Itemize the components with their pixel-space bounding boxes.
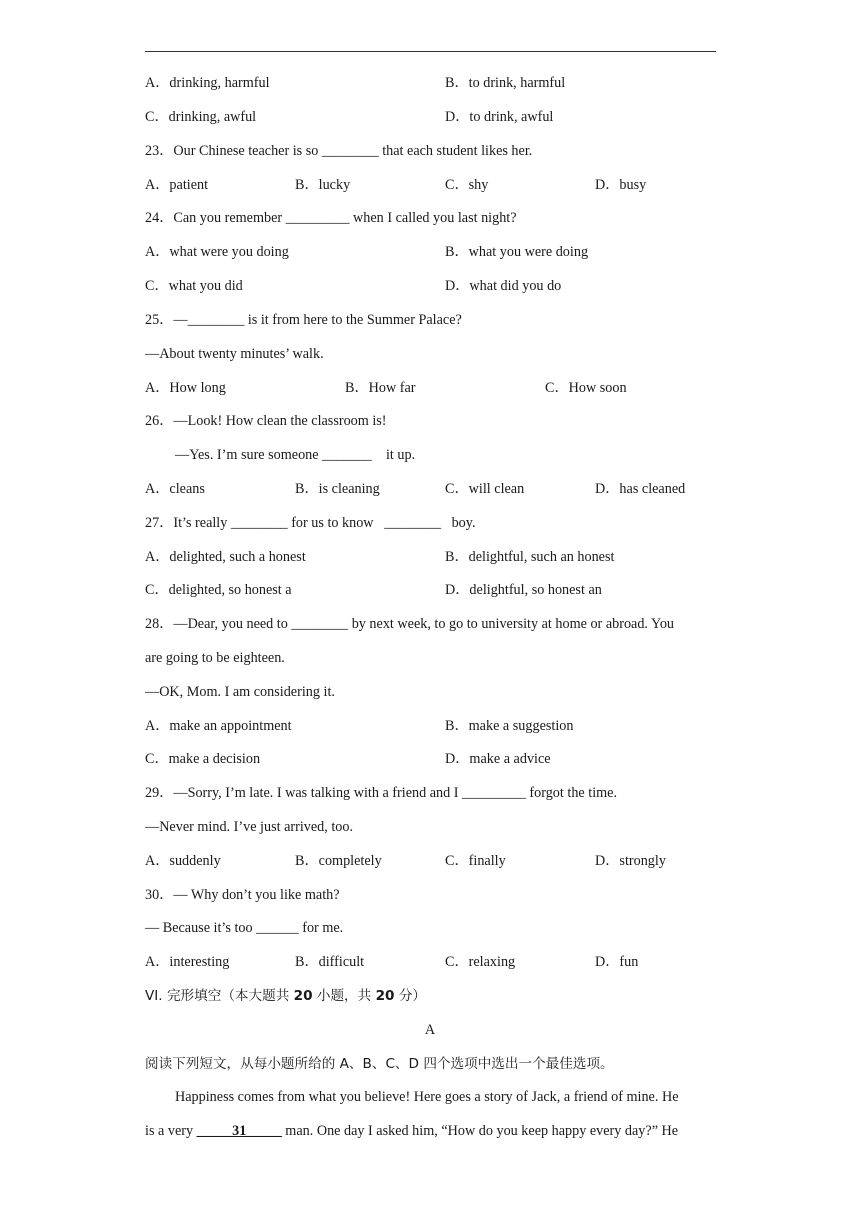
- q26-option-d[interactable]: D．has cleaned: [595, 481, 686, 497]
- section-heading-count: 20: [293, 988, 313, 1004]
- q22-option-c[interactable]: C．drinking, awful: [145, 109, 257, 125]
- q25-reply: —About twenty minutes’ walk.: [145, 346, 324, 362]
- section-heading-post: 分）: [394, 988, 427, 1004]
- q26-option-c[interactable]: C．will clean: [445, 481, 525, 497]
- passage-line-2: [145, 1122, 678, 1140]
- q29-option-d[interactable]: D．strongly: [595, 853, 666, 869]
- q22-option-d[interactable]: D．to drink, awful: [445, 109, 554, 125]
- q30-option-c[interactable]: C．relaxing: [445, 954, 516, 970]
- q28-option-b[interactable]: B．make a suggestion: [445, 718, 574, 734]
- q29-option-c[interactable]: C．finally: [445, 853, 506, 869]
- q27-option-b[interactable]: B．delightful, such an honest: [445, 549, 615, 565]
- q25-option-a[interactable]: A．How long: [145, 380, 226, 396]
- q29-option-a[interactable]: A．suddenly: [145, 853, 221, 869]
- section-heading-mid: 小题，共: [312, 988, 376, 1004]
- q30-stem: 30．— Why don’t you like math?: [145, 887, 340, 903]
- q27-option-a[interactable]: A．delighted, such a honest: [145, 549, 306, 565]
- q24-option-d[interactable]: D．what did you do: [445, 278, 562, 294]
- q27-option-c[interactable]: C．delighted, so honest a: [145, 582, 292, 598]
- q26-option-a[interactable]: A．cleans: [145, 481, 205, 497]
- q23-stem: 23．Our Chinese teacher is so ________ that each student likes her.: [145, 143, 533, 159]
- blank-31[interactable]: _____31_____: [196, 1123, 282, 1139]
- q24-option-a[interactable]: A．what were you doing: [145, 244, 289, 260]
- q24-option-b[interactable]: B．what you were doing: [445, 244, 589, 260]
- q24-stem: 24．Can you remember _________ when I called you last night?: [145, 210, 517, 226]
- part-label: A: [424, 1022, 436, 1038]
- q28-stem-line1: 28．—Dear, you need to ________ by next week, to go to university at home or abroad. You: [145, 616, 675, 632]
- q28-option-d[interactable]: D．make a advice: [445, 751, 551, 767]
- passage-line-1: Happiness comes from what you believe! Here goes a story of Jack, a friend of mine. He: [175, 1089, 679, 1105]
- q25-option-b[interactable]: B．How far: [345, 380, 416, 396]
- q30-reply: — Because it’s too ______ for me.: [145, 920, 344, 936]
- section-heading-score: 20: [375, 988, 395, 1004]
- q23-option-c[interactable]: C．shy: [445, 177, 489, 193]
- passage-line-2-pre: is a very: [145, 1123, 197, 1139]
- q26-option-b[interactable]: B．is cleaning: [295, 481, 380, 497]
- q24-option-c[interactable]: C．what you did: [145, 278, 243, 294]
- q23-option-a[interactable]: A．patient: [145, 177, 209, 193]
- q22-option-a[interactable]: A．drinking, harmful: [145, 75, 270, 91]
- passage-line-2-post: man. One day I asked him, “How do you keep happy every day?” He: [281, 1123, 679, 1139]
- q30-option-d[interactable]: D．fun: [595, 954, 639, 970]
- q30-option-a[interactable]: A．interesting: [145, 954, 230, 970]
- q28-option-c[interactable]: C．make a decision: [145, 751, 261, 767]
- section-heading: [145, 987, 426, 1005]
- q29-option-b[interactable]: B．completely: [295, 853, 382, 869]
- q25-stem: 25．—________ is it from here to the Summer Palace?: [145, 312, 462, 328]
- q26-reply: —Yes. I’m sure someone _______ it up.: [175, 447, 416, 463]
- section-instruction: 阅读下列短文，从每小题所给的 A、B、C、D 四个选项中选出一个最佳选项。: [145, 1056, 614, 1072]
- q22-option-b[interactable]: B．to drink, harmful: [445, 75, 566, 91]
- q27-stem: 27．It’s really ________ for us to know ________ boy.: [145, 515, 476, 531]
- q26-stem: 26．—Look! How clean the classroom is!: [145, 413, 387, 429]
- q27-option-d[interactable]: D．delightful, so honest an: [445, 582, 602, 598]
- q23-option-b[interactable]: B．lucky: [295, 177, 351, 193]
- q30-option-b[interactable]: B．difficult: [295, 954, 365, 970]
- q23-option-d[interactable]: D．busy: [595, 177, 647, 193]
- q25-option-c[interactable]: C．How soon: [545, 380, 627, 396]
- q29-reply: —Never mind. I’ve just arrived, too.: [145, 819, 354, 835]
- q29-stem: 29．—Sorry, I’m late. I was talking with a friend and I _________ forgot the time.: [145, 785, 618, 801]
- q28-stem-line2: are going to be eighteen.: [145, 650, 285, 666]
- section-heading-pre: VI. 完形填空（本大题共: [145, 988, 294, 1004]
- q28-reply: —OK, Mom. I am considering it.: [145, 684, 335, 700]
- q28-option-a[interactable]: A．make an appointment: [145, 718, 292, 734]
- header-rule: [145, 51, 716, 52]
